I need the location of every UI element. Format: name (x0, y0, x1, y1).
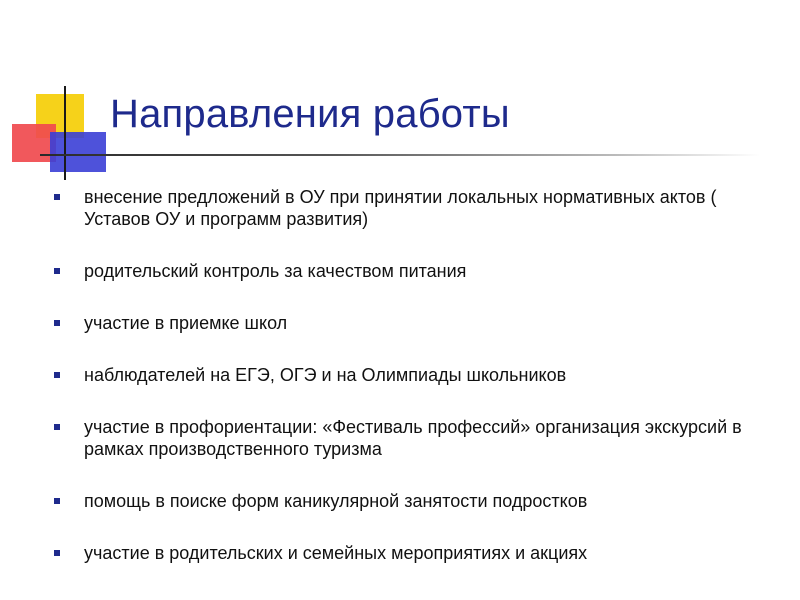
list-item-text: участие в родительских и семейных мероприятиях и акциях (84, 543, 588, 563)
square-bullet-icon (54, 372, 60, 378)
list-item-text: родительский контроль за качеством питания (84, 261, 467, 281)
square-bullet-icon (54, 194, 60, 200)
logo-vertical-line (64, 86, 66, 180)
square-bullet-icon (54, 320, 60, 326)
bullet-list (54, 186, 784, 594)
list-item-text: помощь в поиске форм каникулярной занятости подростков (84, 491, 588, 511)
list-item (54, 416, 784, 460)
list-item (54, 312, 784, 334)
list-item-text: наблюдателей на ЕГЭ, ОГЭ и на Олимпиады школьников (84, 365, 567, 385)
list-item (54, 542, 784, 564)
slide-title: Направления работы (110, 92, 510, 136)
title-underline (40, 154, 760, 156)
list-item (54, 260, 784, 282)
list-item (54, 490, 784, 512)
square-bullet-icon (54, 498, 60, 504)
list-item-text: внесение предложений в ОУ при принятии локальных нормативных актов ( Уставов ОУ и программ развития) (84, 187, 717, 229)
square-bullet-icon (54, 550, 60, 556)
square-bullet-icon (54, 424, 60, 430)
list-item-text: участие в профориентации: «Фестиваль профессий» организация экскурсий в рамках производственного туризма (84, 417, 742, 459)
logo-blue-square-icon (50, 132, 106, 172)
list-item (54, 364, 784, 386)
square-bullet-icon (54, 268, 60, 274)
list-item (54, 186, 784, 230)
list-item-text: участие в приемке школ (84, 313, 288, 333)
